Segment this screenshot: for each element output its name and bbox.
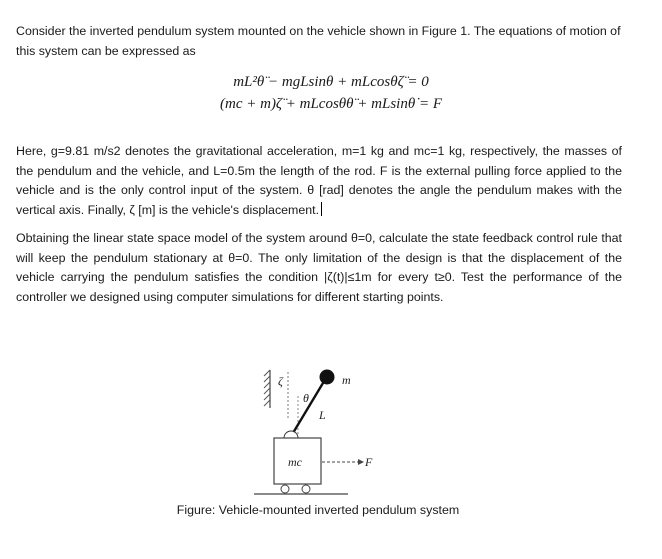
pivot-joint [284,431,298,438]
mass-label: m [342,373,351,387]
equation-1-text: mL²θ̈ − mgLsinθ + mLcosθζ̈ = 0 [233,74,429,90]
wall-hatching [264,370,270,406]
force-label: F [365,455,373,469]
pendulum-diagram [240,358,410,500]
equation-1 [0,71,662,93]
cart-label: mc [288,455,302,469]
wheel-right [302,485,310,493]
pendulum-figure [240,358,410,500]
text-cursor [321,202,322,216]
figure-caption [0,503,636,517]
zeta-label: ζ [278,374,283,388]
definitions-text: Here, g=9.81 m/s2 denotes the gravitational acceleration, m=1 kg and mc=1 kg, respectively, the masses of the pendulum and the vehicle, and L=0.5m the length of the rod. F is the external pulling force applied to the vehicle and is the only control input of the system. θ [rad] denotes the angle the pendulum makes with the vertical axis. Finally, ζ [m] is the vehicle's displacement. [16,144,622,217]
intro-paragraph [16,22,622,61]
wheel-left [281,485,289,493]
length-label: L [319,408,326,422]
definitions-paragraph [16,142,622,220]
force-arrowhead [358,459,364,465]
equation-2 [0,93,662,115]
task-paragraph [16,229,622,307]
equation-2-text: (mc + m)ζ̈ + mLcosθθ̈ + mLsinθ̇ = F [220,96,442,112]
pendulum-mass [320,370,335,385]
theta-label: θ [303,391,309,405]
intro-text: Consider the inverted pendulum system mounted on the vehicle shown in Figure 1. The equations of motion of this system can be expressed as [16,24,621,58]
task-text: Obtaining the linear state space model of the system around θ=0, calculate the state feedback control rule that will keep the pendulum stationary at θ=0. The only limitation of the design is that the displacement of the vehicle carrying the pendulum satisfies the condition |ζ(t)|≤1m for every t≥0. Test the performance of the controller we designed using computer simulations for different starting points. [16,231,622,304]
figure-caption-text: Figure: Vehicle-mounted inverted pendulum system [176,503,460,517]
